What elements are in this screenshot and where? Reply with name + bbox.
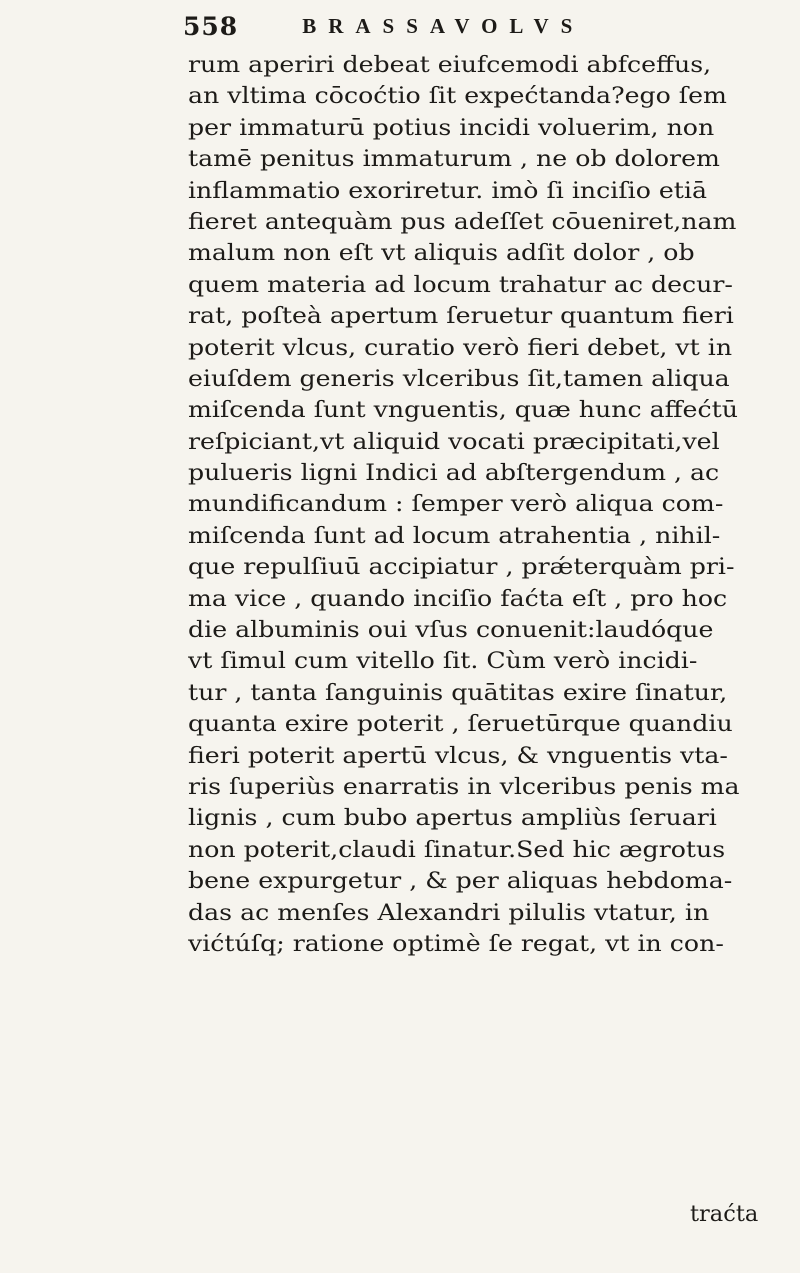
text-line: tamē penitus immaturum , ne ob dolorem (188, 146, 720, 173)
text-line: vt ſimul cum vitello ſit. Cùm verò incidi- (188, 648, 698, 675)
text-line: per immaturū potius incidi voluerim, non (188, 114, 715, 141)
text-line: quem materia ad locum trahatur ac decur- (188, 271, 733, 298)
text-line: das ac menſes Alexandri pilulis vtatur, in (188, 899, 710, 926)
text-line: an vltima cōcoćtio ſit expećtanda?ego ſem (188, 83, 727, 110)
running-head (183, 6, 584, 46)
text-line: rum aperiri debeat eiufcemodi abfceffus, (188, 52, 712, 78)
text-line: ris ſuperiùs enarratis in vlceribus penis ma (188, 773, 740, 800)
text-line: reſpiciant,vt aliquid vocati præcipitati,vel (188, 428, 720, 455)
text-line: inflammatio exoriretur. imò ſi inciſio etiā (188, 177, 708, 204)
text-line: miſcenda ſunt vnguentis, quæ hunc affećtū (188, 397, 738, 424)
text-line: quanta exire poterit , ſeruetūrque quandiu (188, 711, 733, 738)
text-line: poterit vlcus, curatio verò fieri debet, vt in (188, 334, 733, 361)
text-line: mundificandum : ſemper verò aliqua com- (188, 491, 724, 518)
running-title: BRASSAVOLVS (302, 13, 585, 38)
text-line: tur , tanta ſanguinis quātitas exire ſinatur, (188, 679, 728, 706)
text-line: fieret antequàm pus adeſſet cōueniret,nam (188, 208, 737, 235)
text-line: fieri poterit apertū vlcus, & vnguentis vta- (188, 742, 728, 769)
body-text (188, 50, 788, 960)
text-line: vićtúſq; ratione optimè ſe regat, vt in con- (188, 930, 724, 957)
text-line: lignis , cum bubo apertus ampliùs ſeruari (188, 805, 717, 832)
text-line: miſcenda ſunt ad locum atrahentia , nihil- (188, 522, 721, 549)
page-number: 558 (183, 11, 239, 41)
text-line: die albuminis oui vſus conuenit:laudóque (188, 617, 714, 644)
text-line: non poterit,claudi ſinatur.Sed hic ægrotus (188, 836, 726, 863)
text-line: bene expurgetur , & per aliquas hebdoma- (188, 868, 733, 895)
text-line: que repulſiuū accipiatur , prǽterquàm pri- (188, 554, 735, 581)
text-line: ma vice , quando inciſio fаćta eſt , pro hoc (188, 585, 728, 612)
text-line: eiuſdem generis vlceribus ſit,tamen aliqua (188, 365, 730, 392)
text-line: rat, poſteà apertum ſeruetur quantum fieri (188, 303, 734, 330)
text-line: malum non eſt vt aliquis adſit dolor , ob (188, 240, 695, 267)
text-line: pulueris ligni Indici ad abſtergendum , ac (188, 460, 720, 487)
catchword: traćta (690, 1201, 759, 1227)
